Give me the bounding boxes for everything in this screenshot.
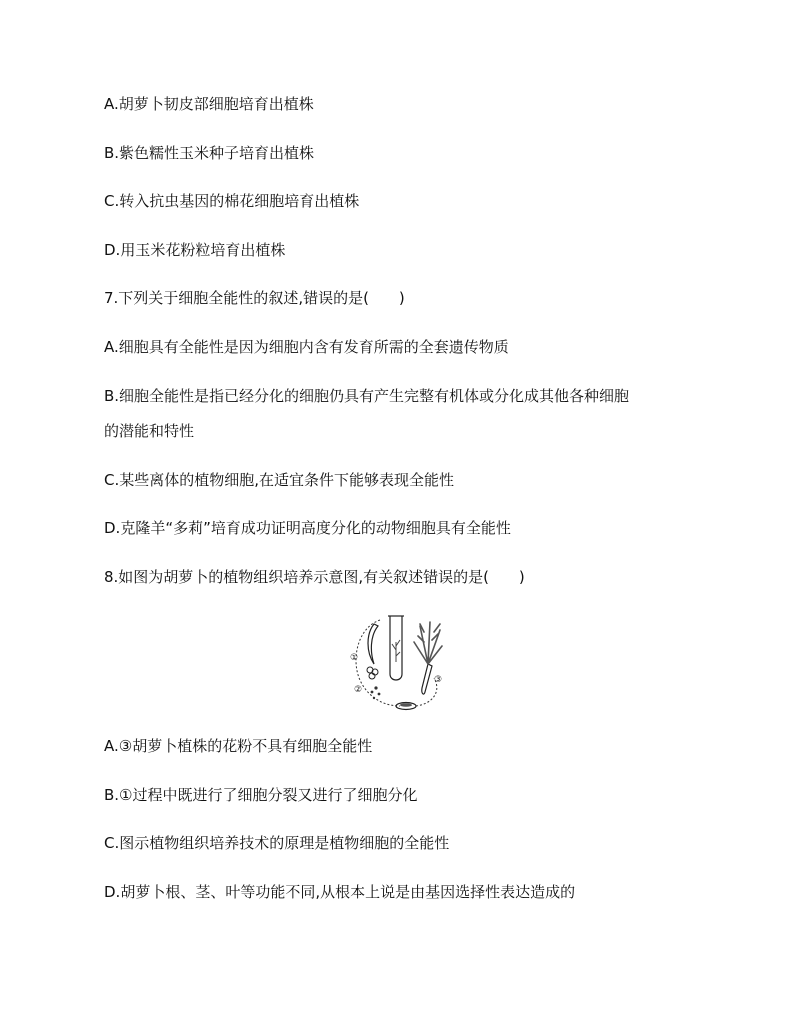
q7-stem: 7.下列关于细胞全能性的叙述,错误的是( )	[104, 289, 405, 307]
tissue-culture-diagram	[344, 612, 454, 716]
q7-option-b-line1: B.细胞全能性是指已经分化的细胞仍具有产生完整有机体或分化成其他各种细胞	[104, 387, 630, 405]
q6-option-a: A.胡萝卜韧皮部细胞培育出植株	[104, 95, 314, 113]
root-slice-icon	[368, 624, 378, 664]
q8-option-b: B.①过程中既进行了细胞分裂又进行了细胞分化	[104, 786, 418, 804]
q6-option-d: D.用玉米花粉粒培育出植株	[104, 241, 286, 259]
q7-option-b-line2: 的潜能和特性	[104, 422, 195, 440]
q7-option-c: C.某些离体的植物细胞,在适宜条件下能够表现全能性	[104, 471, 455, 489]
q7-option-d: D.克隆羊“多莉”培育成功证明高度分化的动物细胞具有全能性	[104, 519, 511, 537]
q8-stem: 8.如图为胡萝卜的植物组织培养示意图,有关叙述错误的是( )	[104, 568, 525, 586]
q8-option-c: C.图示植物组织培养技术的原理是植物细胞的全能性	[104, 834, 450, 852]
carrot-tissue-culture-figure	[344, 612, 454, 716]
figure-label-2: ②	[354, 685, 363, 695]
q8-option-d: D.胡萝卜根、茎、叶等功能不同,从根本上说是由基因选择性表达造成的	[104, 883, 576, 901]
q8-option-a: A.③胡萝卜植株的花粉不具有细胞全能性	[104, 737, 373, 755]
figure-label-1: ①	[350, 653, 359, 663]
figure-label-3: ③	[434, 675, 443, 685]
plantlet-icon	[392, 640, 400, 662]
q6-option-c: C.转入抗虫基因的棉花细胞培育出植株	[104, 192, 360, 210]
q7-option-a: A.细胞具有全能性是因为细胞内含有发育所需的全套遗传物质	[104, 338, 509, 356]
q6-option-b: B.紫色糯性玉米种子培育出植株	[104, 144, 315, 162]
single-cell-icon	[374, 686, 377, 689]
carrot-plant-icon	[422, 664, 432, 694]
